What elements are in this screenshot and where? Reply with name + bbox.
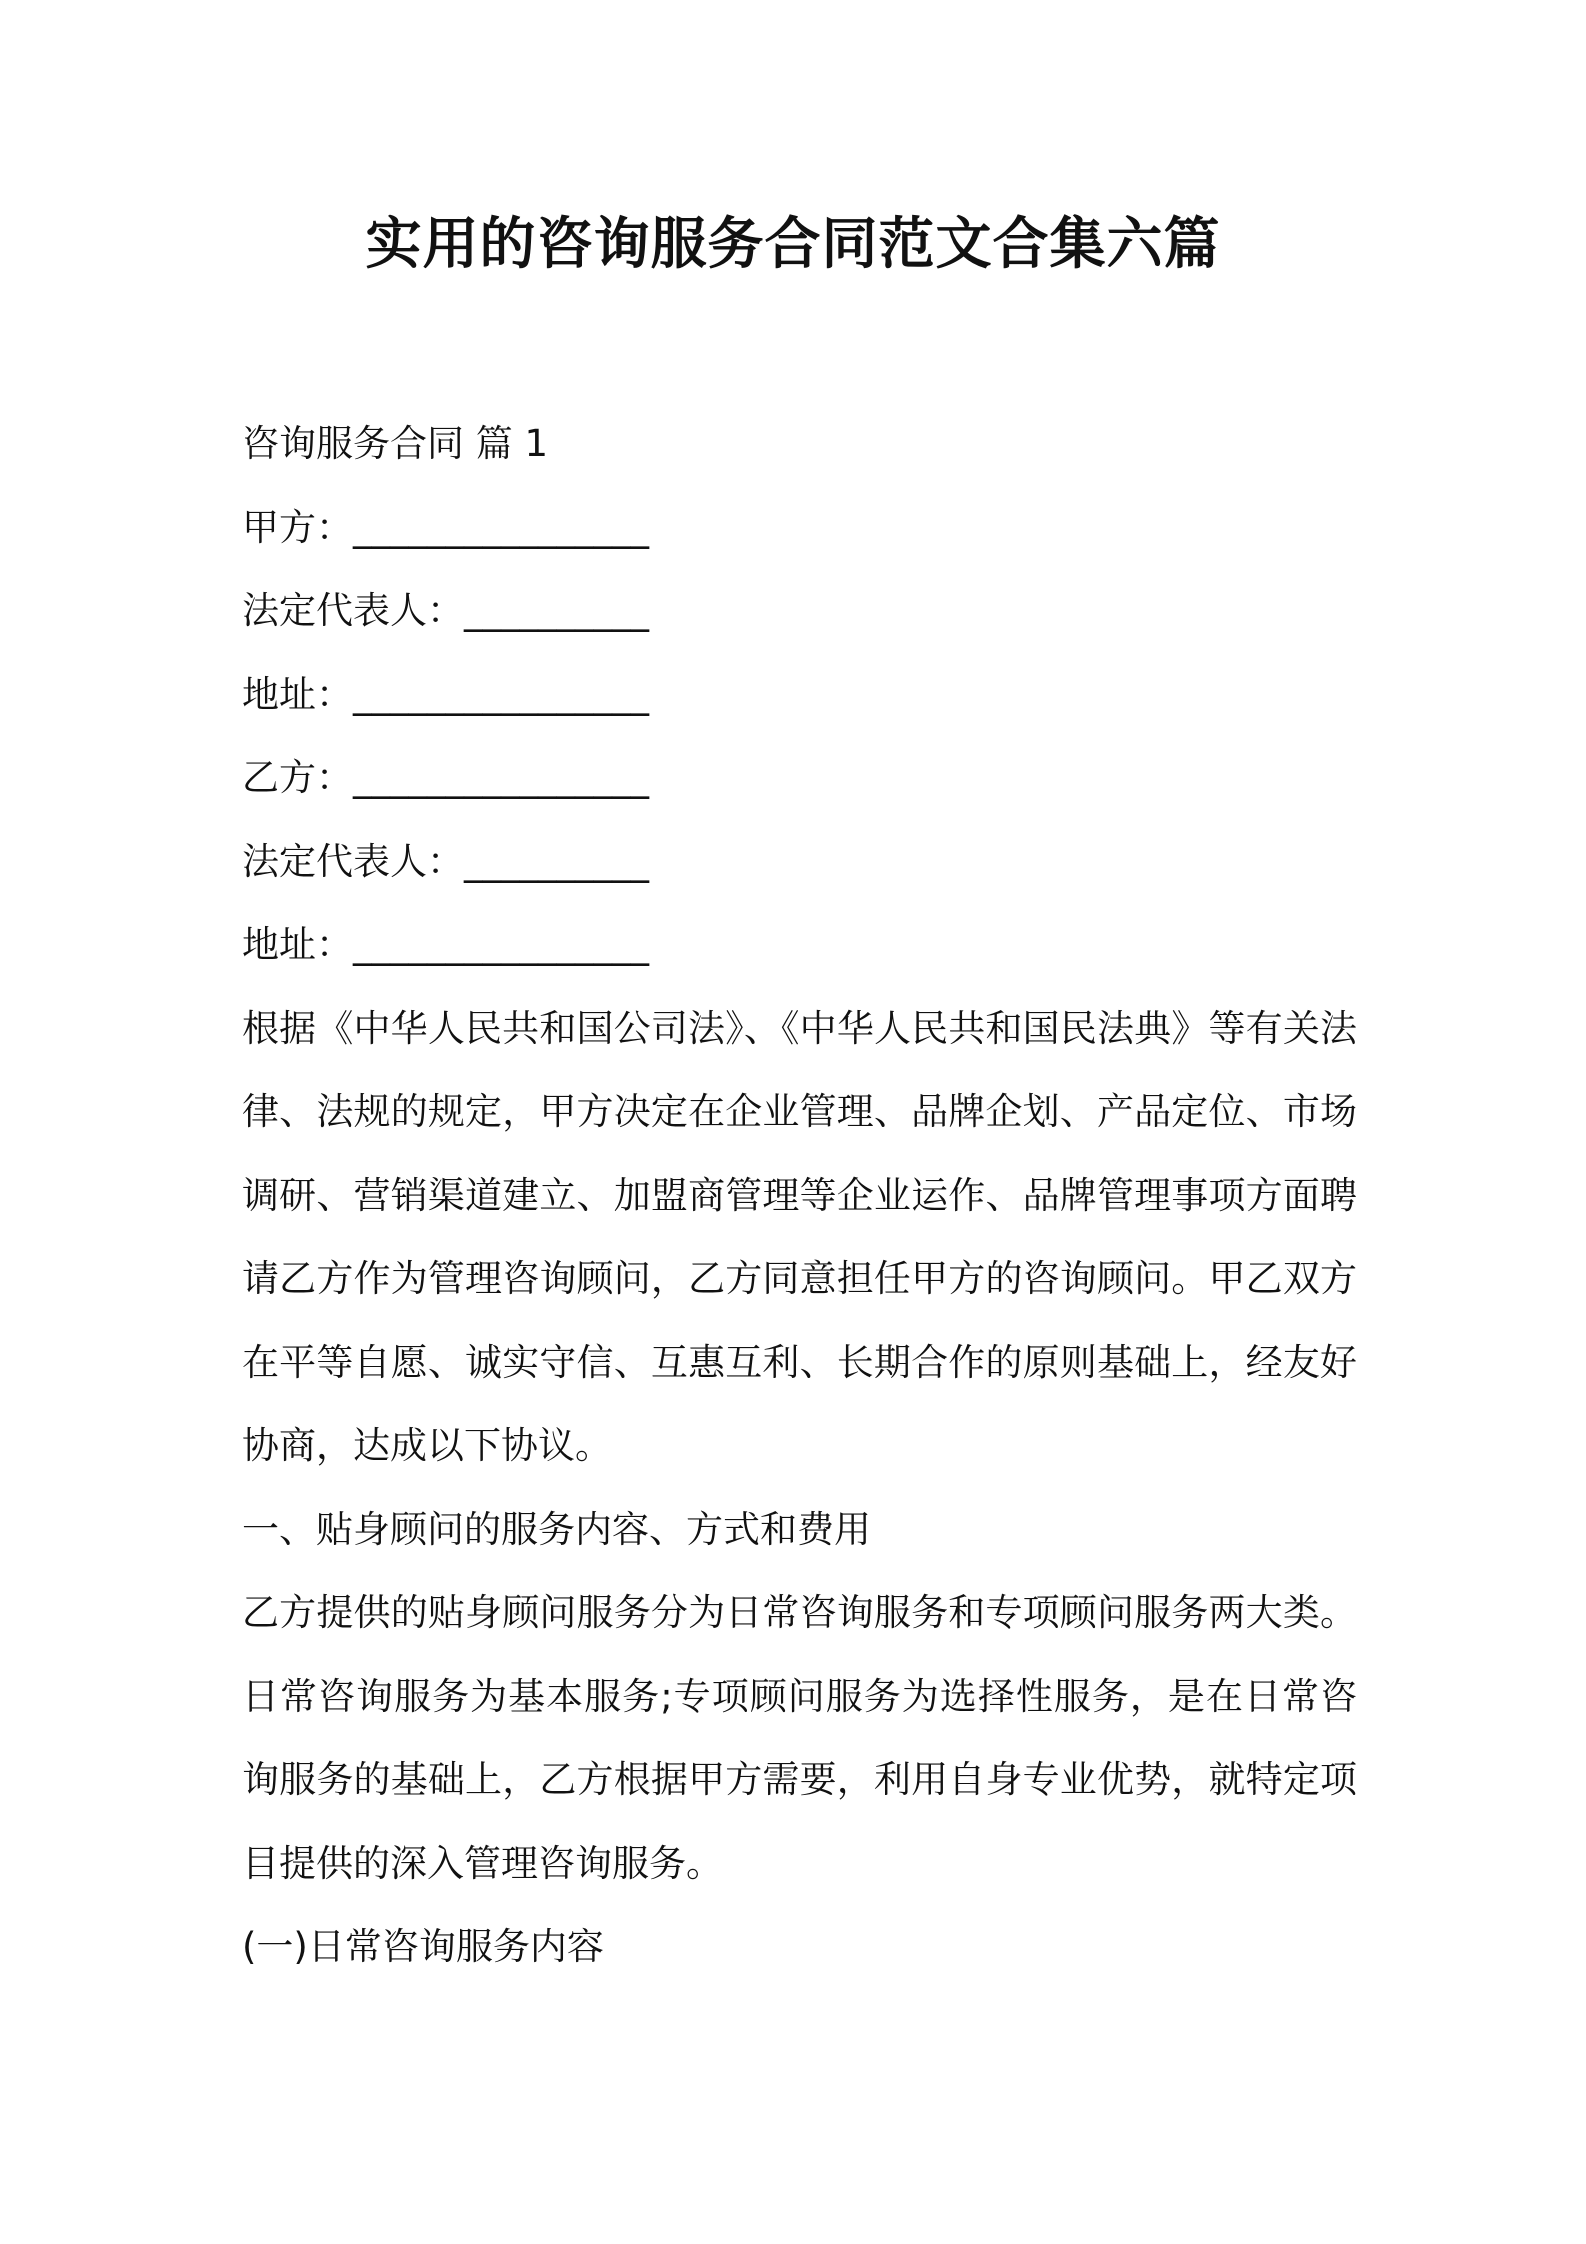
field-label: 乙方： xyxy=(242,756,353,799)
field-blank-line: __________ xyxy=(464,839,649,883)
document-title: 实用的咨询服务合同范文合集六篇 xyxy=(365,212,1221,277)
document-body xyxy=(242,402,1357,1989)
field-blank-line: __________ xyxy=(464,589,649,632)
party-b-representative-field xyxy=(242,820,1357,904)
party-a-field xyxy=(242,486,1357,570)
field-label: 法定代表人： xyxy=(242,839,464,883)
party-b-address-field xyxy=(242,903,1357,987)
field-blank-line: ________________ xyxy=(353,505,649,549)
party-a-representative-field xyxy=(242,569,1357,653)
field-blank-line: ________________ xyxy=(353,756,649,799)
field-label: 甲方： xyxy=(242,505,353,549)
service-paragraph: 乙方提供的贴身顾问服务分为日常咨询服务和专项顾问服务两大类。日常咨询服务为基本服务;专项顾问服务为选择性服务，是在日常咨询服务的基础上，乙方根据甲方需要，利用自身专业优势，就特定项目提供的深入管理咨询服务。 xyxy=(242,1591,1357,1885)
section-heading: 咨询服务合同 篇 1 xyxy=(242,422,549,465)
field-blank-line: ________________ xyxy=(353,672,649,716)
field-label: 法定代表人： xyxy=(242,589,464,632)
field-label: 地址： xyxy=(242,672,353,716)
party-b-field xyxy=(242,736,1357,820)
field-blank-line: ________________ xyxy=(353,923,649,966)
clause-heading: 一、贴身顾问的服务内容、方式和费用 xyxy=(242,1507,871,1551)
intro-paragraph: 根据《中华人民共和国公司法》、《中华人民共和国民法典》等有关法律、法规的规定，甲方决定在企业管理、品牌企划、产品定位、市场调研、营销渠道建立、加盟商管理等企业运作、品牌管理事项方面聘请乙方作为管理咨询顾问，乙方同意担任甲方的咨询顾问。甲乙双方在平等自愿、诚实守信、互惠互利、长期合作的原则基础上，经友好协商，达成以下协议。 xyxy=(242,1006,1357,1467)
sub-clause-heading: (一)日常咨询服务内容 xyxy=(242,1925,604,1968)
party-a-address-field xyxy=(242,653,1357,737)
field-label: 地址： xyxy=(242,923,353,966)
